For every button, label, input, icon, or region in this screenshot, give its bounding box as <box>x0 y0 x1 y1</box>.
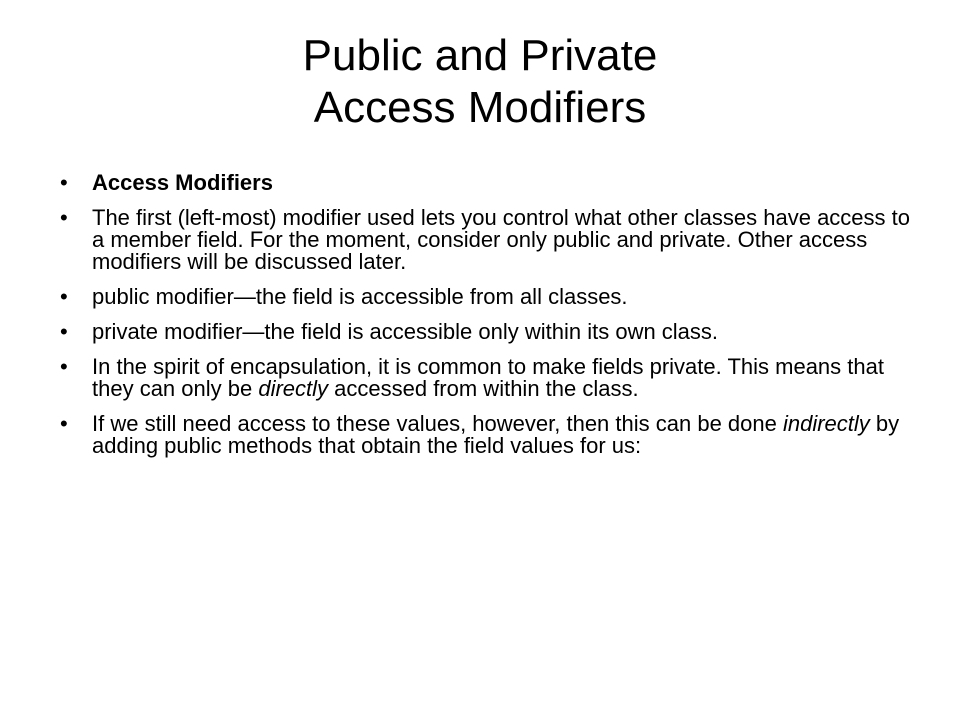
bullet-item <box>60 413 910 457</box>
bullet-text: public modifier—the field is accessible from all classes. <box>92 284 628 309</box>
bullet-text-emphasis: indirectly <box>782 411 870 436</box>
bullet-icon: • <box>60 354 68 379</box>
bullet-heading: Access Modifiers <box>92 170 273 195</box>
bullet-text-after: by adding public methods that obtain the field values for us: <box>92 411 900 458</box>
bullet-item <box>60 356 910 400</box>
bullet-text: private modifier—the field is accessible only within its own class. <box>92 319 719 344</box>
bullet-text-after: accessed from within the class. <box>328 376 639 401</box>
bullet-icon: • <box>60 284 68 309</box>
bullet-item <box>60 207 910 273</box>
slide-title-line-2: Access Modifiers <box>313 83 647 132</box>
bullet-text-emphasis: directly <box>258 376 329 401</box>
bullet-text: The first (left-most) modifier used lets you control what other classes have access to a member field. For the moment, consider only public and private. Other access modifiers will be discussed later. <box>92 205 910 274</box>
bullet-icon: • <box>60 170 68 195</box>
bullet-text <box>92 411 899 458</box>
bullet-text-before: In the spirit of encapsulation, it is common to make fields private. This means that they can only be <box>92 354 884 401</box>
bullet-item <box>60 286 910 308</box>
bullet-text <box>92 354 884 401</box>
bullet-icon: • <box>60 411 68 436</box>
bullet-item <box>60 172 910 194</box>
slide-title-line-1: Public and Private <box>302 31 658 80</box>
bullet-item <box>60 321 910 343</box>
bullet-icon: • <box>60 205 68 230</box>
bullet-list <box>60 172 910 470</box>
bullet-text <box>92 170 273 195</box>
bullet-icon: • <box>60 319 68 344</box>
slide-title <box>0 30 960 134</box>
bullet-text-before: If we still need access to these values, however, then this can be done <box>92 411 783 436</box>
